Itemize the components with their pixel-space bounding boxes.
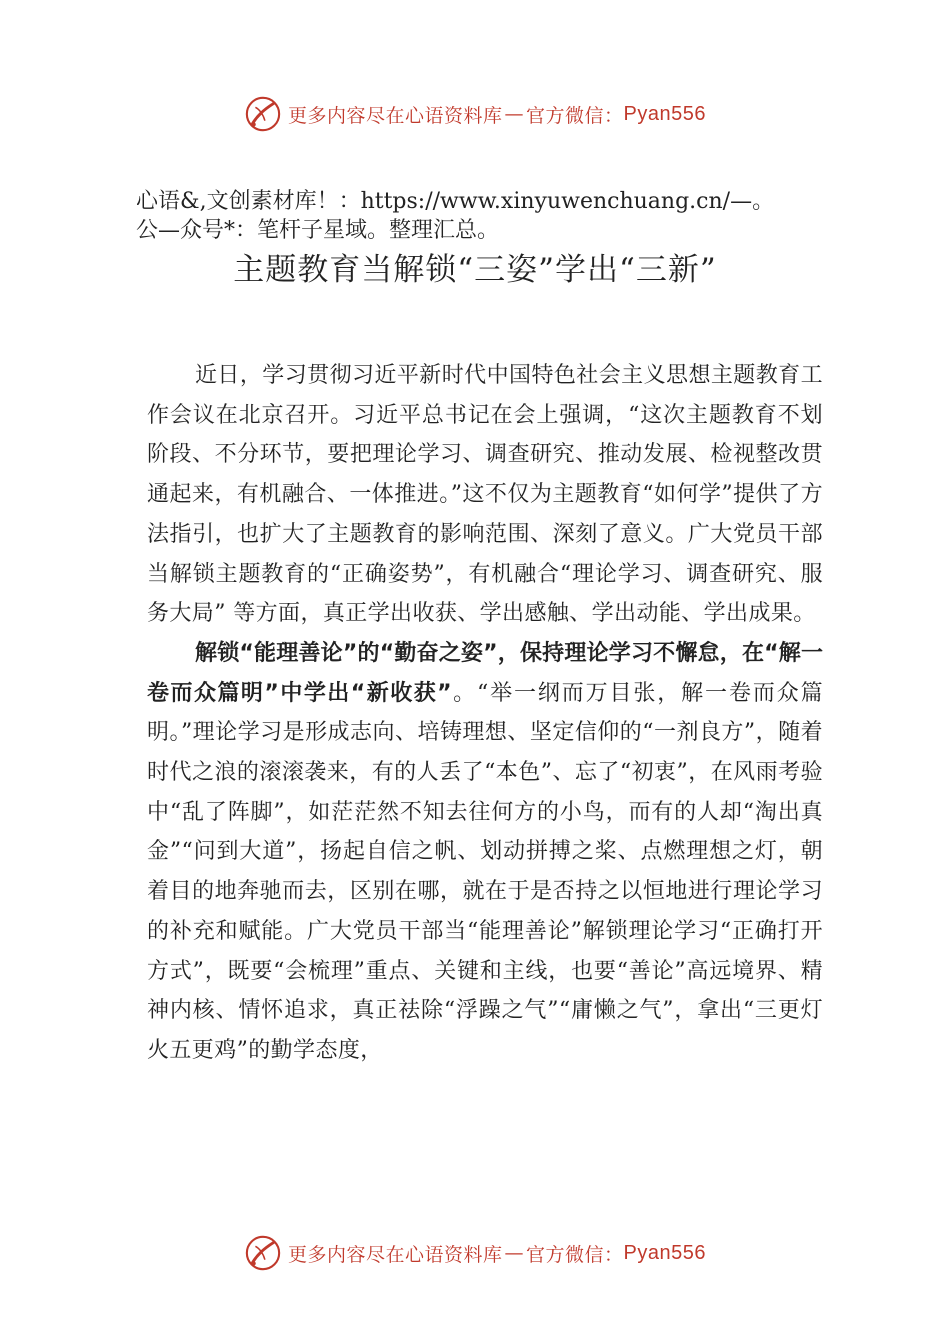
paragraph-2-text: 。“举一纲而万目张，解一卷而众篇明。”理论学习是形成志向、培铸理想、坚定信仰的“一剂良方”，随着时代之浪的滚滚袭来，有的人丢了“本色”、忘了“初衷”，在风雨考验中“乱了阵脚”，如茫茫然不知去往何方的小鸟，而有的人却“淘出真金”“问到大道”，扬起自信之帆、划动拼搏之桨、点燃理想之灯，朝着目的地奔驰而去，区别在哪，就在于是否持之以恒地进行理论学习的补充和赋能。广大党员干部当“能理善论”解锁理论学习“正确打开方式”，既要“会梳理”重点、关键和主线，也要“善论”高远境界、精神内核、情怀追求，真正祛除“浮躁之气”“庸懒之气”，拿出“三更灯火五更鸡”的勤学态度， [147,680,823,1063]
banner-contact-label: 官方微信： [526,1243,624,1266]
brush-logo-icon [244,1234,282,1272]
banner-separator: — [504,103,525,125]
banner-contact-label: 官方微信： [526,104,624,127]
source-line-account: 公—众号*：笔杆子星域。整理汇总。 [136,218,500,243]
paragraph-2-heading: 解锁“能理善论”的“勤奋之姿”，保持理论学习不懈怠，在“解一卷而众篇明”中学出“新收获” [147,640,823,706]
header-banner [0,92,950,136]
banner-wechat-id: Pyan556 [623,102,706,125]
paragraph-1: 近日，学习贯彻习近平新时代中国特色社会主义思想主题教育工作会议在北京召开。习近平总书记在会上强调，“这次主题教育不划阶段、不分环节，要把理论学习、调查研究、推动发展、检视整改贯通起来，有机融合、一体推进。”这不仅为主题教育“如何学”提供了方法指引，也扩大了主题教育的影响范围、深刻了意义。广大党员干部当解锁主题教育的“正确姿势”，有机融合“理论学习、调查研究、服务大局” 等方面，真正学出收获、学出感触、学出动能、学出成果。 [147,363,823,627]
footer-banner [0,1231,950,1275]
article-title: 主题教育当解锁“三姿”学出“三新” [233,252,717,288]
source-line-website: 心语&,文创素材库！：https://www.xinyuwenchuang.cn/—。 [136,189,775,214]
banner-brand-text: 更多内容尽在心语资料库 [288,1243,503,1266]
paragraph-2 [147,634,823,1071]
banner-brand-text: 更多内容尽在心语资料库 [288,104,503,127]
banner-separator: — [504,1242,525,1264]
article-body [147,356,823,1071]
banner-wechat-id: Pyan556 [623,1241,706,1264]
brush-logo-icon [244,95,282,133]
